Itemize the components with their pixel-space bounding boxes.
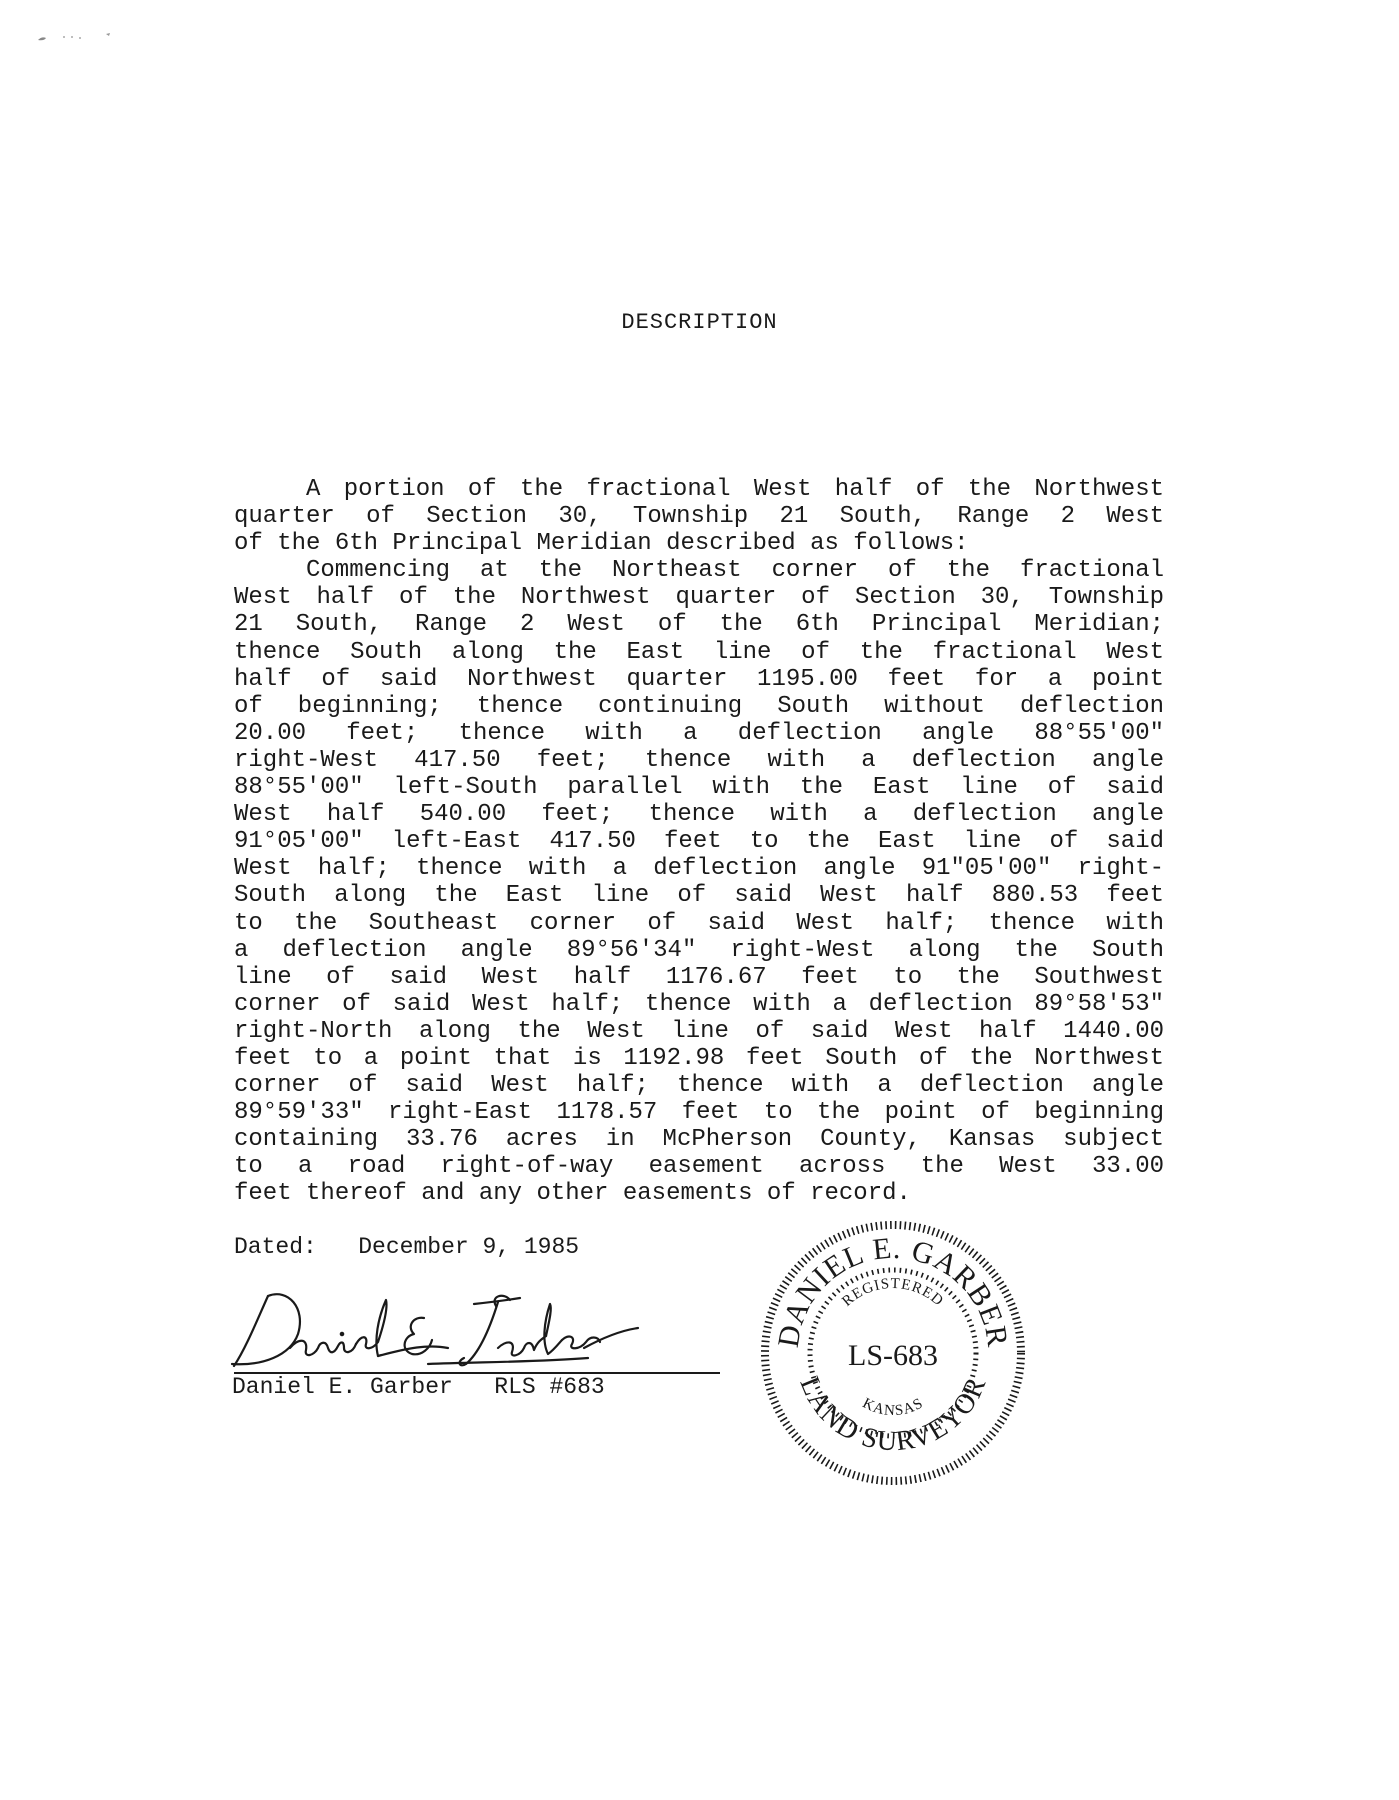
seal-license: LS-683 bbox=[848, 1339, 938, 1372]
description-line: West half; thence with a deflection angle 91"05'00" right- bbox=[234, 855, 1164, 883]
description-line: West half of the Northwest quarter of Section 30, Township bbox=[234, 584, 1164, 612]
description-line: corner of said West half; thence with a deflection angle bbox=[234, 1072, 1164, 1100]
description-line: thence South along the East line of the fractional West bbox=[234, 638, 1164, 666]
description-line: right-West 417.50 feet; thence with a deflection angle bbox=[234, 746, 1164, 774]
description-line: of beginning; thence continuing South without deflection bbox=[234, 692, 1164, 720]
description-line: right-North along the West line of said West half 1440.00 bbox=[234, 1017, 1164, 1045]
svg-text:REGISTERED bbox=[839, 1276, 946, 1310]
seal-name: DANIEL E. GARBER bbox=[771, 1231, 1015, 1350]
legal-description bbox=[234, 476, 1164, 1208]
description-line: of the 6th Principal Meridian described as follows: bbox=[234, 530, 969, 558]
seal-state: KANSAS bbox=[859, 1395, 927, 1420]
description-line: to a road right-of-way easement across the West 33.00 bbox=[234, 1153, 1164, 1181]
seal-registered: REGISTERED bbox=[839, 1275, 947, 1310]
signer-block bbox=[232, 1374, 605, 1400]
signer-license: RLS #683 bbox=[494, 1374, 605, 1400]
handwritten-signature bbox=[228, 1278, 688, 1368]
description-line: feet to a point that is 1192.98 feet South of the Northwest bbox=[234, 1044, 1164, 1072]
description-line: corner of said West half; thence with a deflection 89°58'53" bbox=[234, 990, 1164, 1018]
description-line: 89°59'33" right-East 1178.57 feet to the point of beginning bbox=[234, 1099, 1164, 1127]
description-line: containing 33.76 acres in McPherson County, Kansas subject bbox=[234, 1126, 1164, 1154]
description-line: A portion of the fractional West half of the Northwest bbox=[306, 476, 1164, 503]
scan-artifact bbox=[36, 30, 116, 44]
description-line: South along the East line of said West half 880.53 feet bbox=[234, 882, 1164, 910]
signer-name: Daniel E. Garber bbox=[232, 1374, 453, 1400]
description-line: 88°55'00" left-South parallel with the East line of said bbox=[234, 774, 1164, 802]
description-line: West half 540.00 feet; thence with a deflection angle bbox=[234, 801, 1164, 829]
description-line: Commencing at the Northeast corner of the fractional bbox=[306, 557, 1164, 585]
document-title: DESCRIPTION bbox=[621, 310, 778, 335]
description-line: feet thereof and any other easements of record. bbox=[234, 1180, 911, 1208]
description-line: a deflection angle 89°56'34" right-West along the South bbox=[234, 936, 1164, 964]
dated-line bbox=[234, 1234, 579, 1260]
surveyor-seal bbox=[758, 1218, 1028, 1488]
description-line: to the Southeast corner of said West half; thence with bbox=[234, 909, 1164, 937]
description-line: 20.00 feet; thence with a deflection angle 88°55'00" bbox=[234, 719, 1164, 747]
svg-text:KANSAS bbox=[860, 1395, 926, 1419]
description-line: 21 South, Range 2 West of the 6th Principal Meridian; bbox=[234, 611, 1164, 639]
dated-value: December 9, 1985 bbox=[358, 1234, 580, 1260]
description-line: quarter of Section 30, Township 21 South, Range 2 West bbox=[234, 503, 1164, 531]
description-line: line of said West half 1176.67 feet to the Southwest bbox=[234, 963, 1164, 991]
description-line: 91°05'00" left-East 417.50 feet to the East line of said bbox=[234, 828, 1164, 856]
seal-title: LAND SURVEYOR bbox=[793, 1372, 993, 1458]
description-line: half of said Northwest quarter 1195.00 feet for a point bbox=[234, 665, 1164, 693]
dated-label: Dated: bbox=[234, 1234, 317, 1260]
